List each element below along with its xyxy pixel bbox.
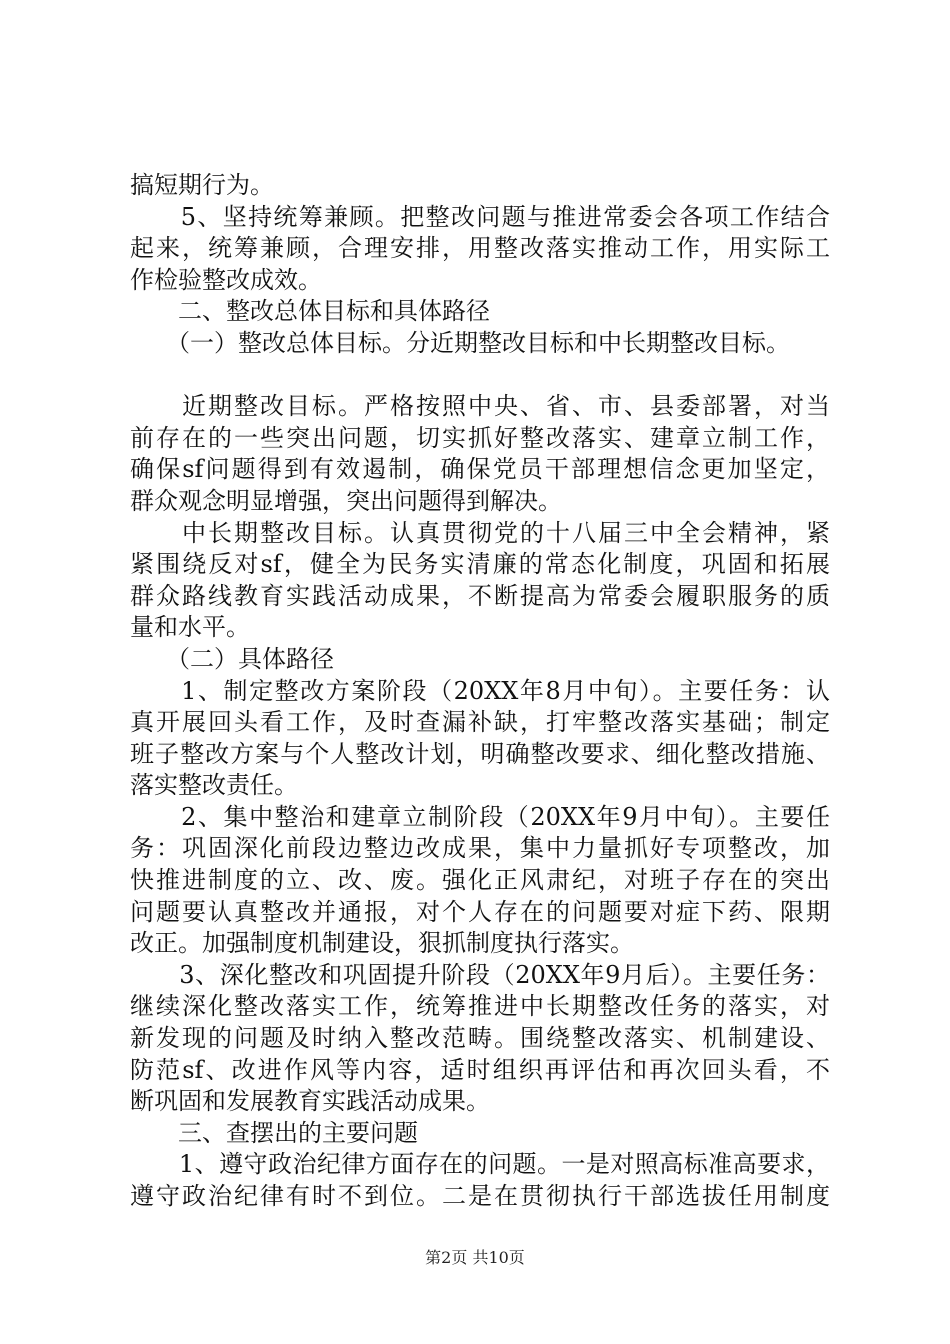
text-line: 中长期整改目标。认真贯彻党的十八届三中全会精神，紧 xyxy=(130,518,830,547)
text-line: 问题要认真整改并通报，对个人存在的问题要对症下药、限期 xyxy=(130,897,830,926)
text-line: 量和水平。 xyxy=(130,613,250,642)
text-line: 断巩固和发展教育实践活动成果。 xyxy=(130,1087,490,1116)
section-heading: 三、查摆出的主要问题 xyxy=(130,1118,418,1147)
text-line: 改正。加强制度机制建设，狠抓制度执行落实。 xyxy=(130,929,634,958)
text-line: 搞短期行为。 xyxy=(130,171,274,199)
text-line: 近期整改目标。严格按照中央、省、市、县委部署，对当 xyxy=(130,392,830,421)
text-line: 起来，统筹兼顾，合理安排，用整改落实推动工作，用实际工 xyxy=(130,234,830,263)
text-line: 前存在的一些突出问题，切实抓好整改落实、建章立制工作， xyxy=(130,423,830,452)
text-line: 1、遵守政治纪律方面存在的问题。一是对照高标准高要求， xyxy=(130,1150,830,1179)
blank-line xyxy=(130,360,830,392)
text-line: 快推进制度的立、改、废。强化正风肃纪，对班子存在的突出 xyxy=(130,866,830,895)
text-line: 继续深化整改落实工作，统筹推进中长期整改任务的落实，对 xyxy=(130,992,830,1021)
text-line: 5、坚持统筹兼顾。把整改问题与推进常委会各项工作结合 xyxy=(130,202,830,231)
text-line: 2、集中整治和建章立制阶段（20XX年9月中旬）。主要任 xyxy=(130,802,830,831)
text-line: 紧围绕反对sf，健全为民务实清廉的常态化制度，巩固和拓展 xyxy=(130,550,830,579)
text-line: 确保sf问题得到有效遏制，确保党员干部理想信念更加坚定， xyxy=(130,455,830,484)
text-line: 作检验整改成效。 xyxy=(130,265,322,294)
subsection-heading: （二）具体路径 xyxy=(130,644,334,673)
section-heading: 二、整改总体目标和具体路径 xyxy=(130,297,490,326)
text-line: 群众观念明显增强，突出问题得到解决。 xyxy=(130,486,562,515)
text-line: 1、制定整改方案阶段（20XX年8月中旬）。主要任务：认 xyxy=(130,676,830,705)
text-line: 防范sf、改进作风等内容，适时组织再评估和再次回头看，不 xyxy=(130,1055,830,1084)
text-line: 3、深化整改和巩固提升阶段（20XX年9月后）。主要任务： xyxy=(130,960,830,989)
subsection-heading: （一）整改总体目标。分近期整改目标和中长期整改目标。 xyxy=(130,328,790,357)
page-number-footer: 第2页 共10页 xyxy=(425,1248,525,1267)
text-line: 真开展回头看工作，及时查漏补缺，打牢整改落实基础；制定 xyxy=(130,708,830,737)
text-line: 班子整改方案与个人整改计划，明确整改要求、细化整改措施、 xyxy=(130,739,830,768)
text-line: 新发现的问题及时纳入整改范畴。围绕整改落实、机制建设、 xyxy=(130,1024,830,1053)
document-body xyxy=(130,170,830,1213)
text-line: 落实整改责任。 xyxy=(130,771,298,800)
text-line: 务：巩固深化前段边整边改成果，集中力量抓好专项整改，加 xyxy=(130,834,830,863)
text-line: 群众路线教育实践活动成果，不断提高为常委会履职服务的质 xyxy=(130,581,830,610)
text-line: 遵守政治纪律有时不到位。二是在贯彻执行干部选拔任用制度 xyxy=(130,1182,830,1210)
